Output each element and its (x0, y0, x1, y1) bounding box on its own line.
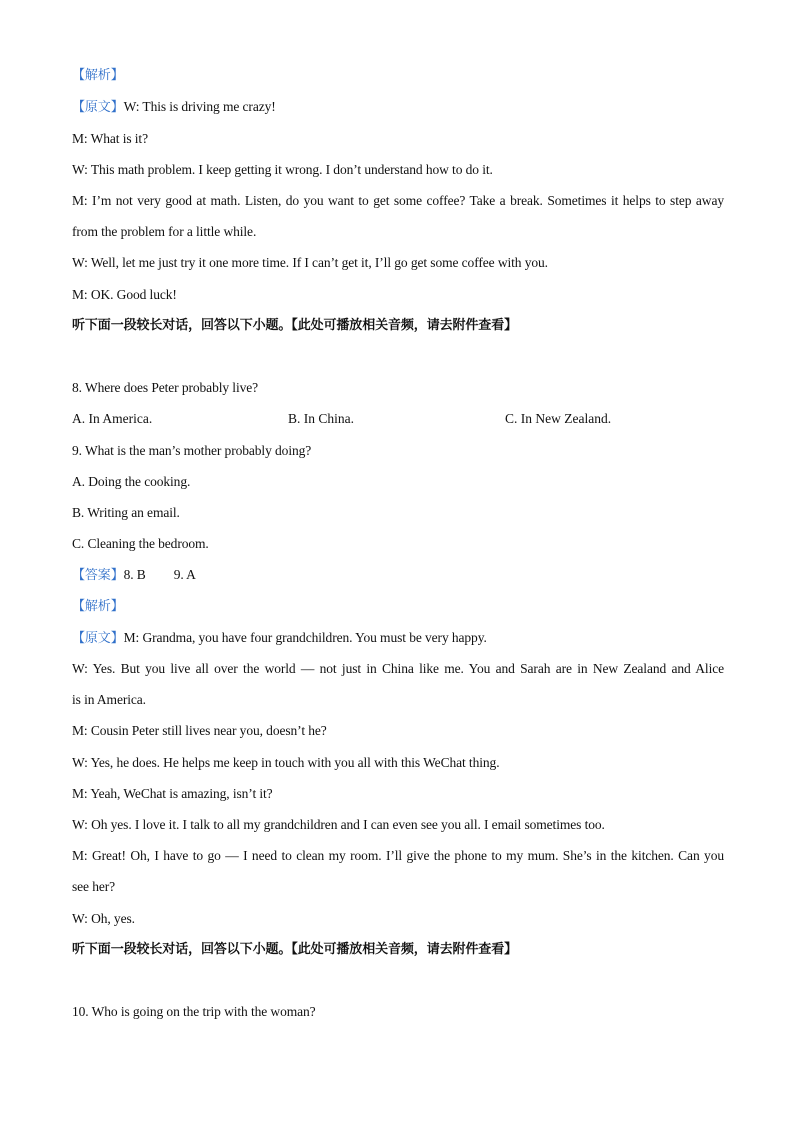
answer-label: 【答案】 (72, 568, 124, 583)
q9-option-c: C. Cleaning the bedroom. (72, 536, 209, 551)
dialogue-line: M: OK. Good luck! (72, 287, 177, 302)
dialogue-line: see her? (72, 879, 116, 894)
script-first-line (72, 97, 276, 118)
dialogue-line: W: Yes, he does. He helps me keep in touch with you all with this WeChat thing. (72, 755, 500, 770)
dialogue-line: M: Great! Oh, I have to go — I need to clean my room. I’ll give the phone to my mum. She’s in the kitchen. Can you (72, 848, 724, 863)
analysis-label: 【解析】 (72, 599, 124, 614)
dialogue-line: from the problem for a little while. (72, 224, 257, 239)
analysis-label: 【解析】 (72, 68, 124, 83)
dialogue-line: W: Yes. But you live all over the world — not just in China like me. You and Sarah are in New Zealand and Alice (72, 661, 724, 676)
q8-option-a: A. In America. (72, 411, 153, 426)
dialogue-line: M: What is it? (72, 131, 148, 146)
dialogue-line: W: Oh, yes. (72, 911, 135, 926)
q8-option-c: C. In New Zealand. (505, 411, 612, 426)
q9-option-b: B. Writing an email. (72, 505, 180, 520)
question-9: 9. What is the man’s mother probably doing? (72, 443, 312, 458)
script-label: 【原文】 (72, 100, 124, 115)
dialogue-line: W: This math problem. I keep getting it wrong. I don’t understand how to do it. (72, 162, 493, 177)
q9-option-a: A. Doing the cooking. (72, 474, 191, 489)
answer-9: 9. A (173, 567, 196, 582)
dialogue-line: M: I’m not very good at math. Listen, do you want to get some coffee? Take a break. Sometimes it helps to step away (72, 193, 724, 208)
script-first-line (72, 628, 487, 649)
listening-instruction: 听下面一段较长对话，回答以下小题。【此处可播放相关音频，请去附件查看】 (72, 942, 518, 957)
question-10: 10. Who is going on the trip with the woman? (72, 1004, 316, 1019)
dialogue-line: is in America. (72, 692, 146, 707)
question-8: 8. Where does Peter probably live? (72, 380, 259, 395)
script-text: W: This is driving me crazy! (123, 99, 276, 114)
script-text: M: Grandma, you have four grandchildren. You must be very happy. (123, 630, 487, 645)
answer-line (72, 565, 196, 586)
dialogue-line: W: Well, let me just try it one more time. If I can’t get it, I’ll go get some coffee with you. (72, 255, 548, 270)
script-label: 【原文】 (72, 631, 124, 646)
answer-8: 8. B (123, 567, 146, 582)
dialogue-line: M: Cousin Peter still lives near you, doesn’t he? (72, 723, 327, 738)
listening-instruction: 听下面一段较长对话，回答以下小题。【此处可播放相关音频，请去附件查看】 (72, 318, 518, 333)
q8-option-b: B. In China. (288, 411, 354, 426)
dialogue-line: M: Yeah, WeChat is amazing, isn’t it? (72, 786, 273, 801)
dialogue-line: W: Oh yes. I love it. I talk to all my grandchildren and I can even see you all. I email sometimes too. (72, 817, 605, 832)
